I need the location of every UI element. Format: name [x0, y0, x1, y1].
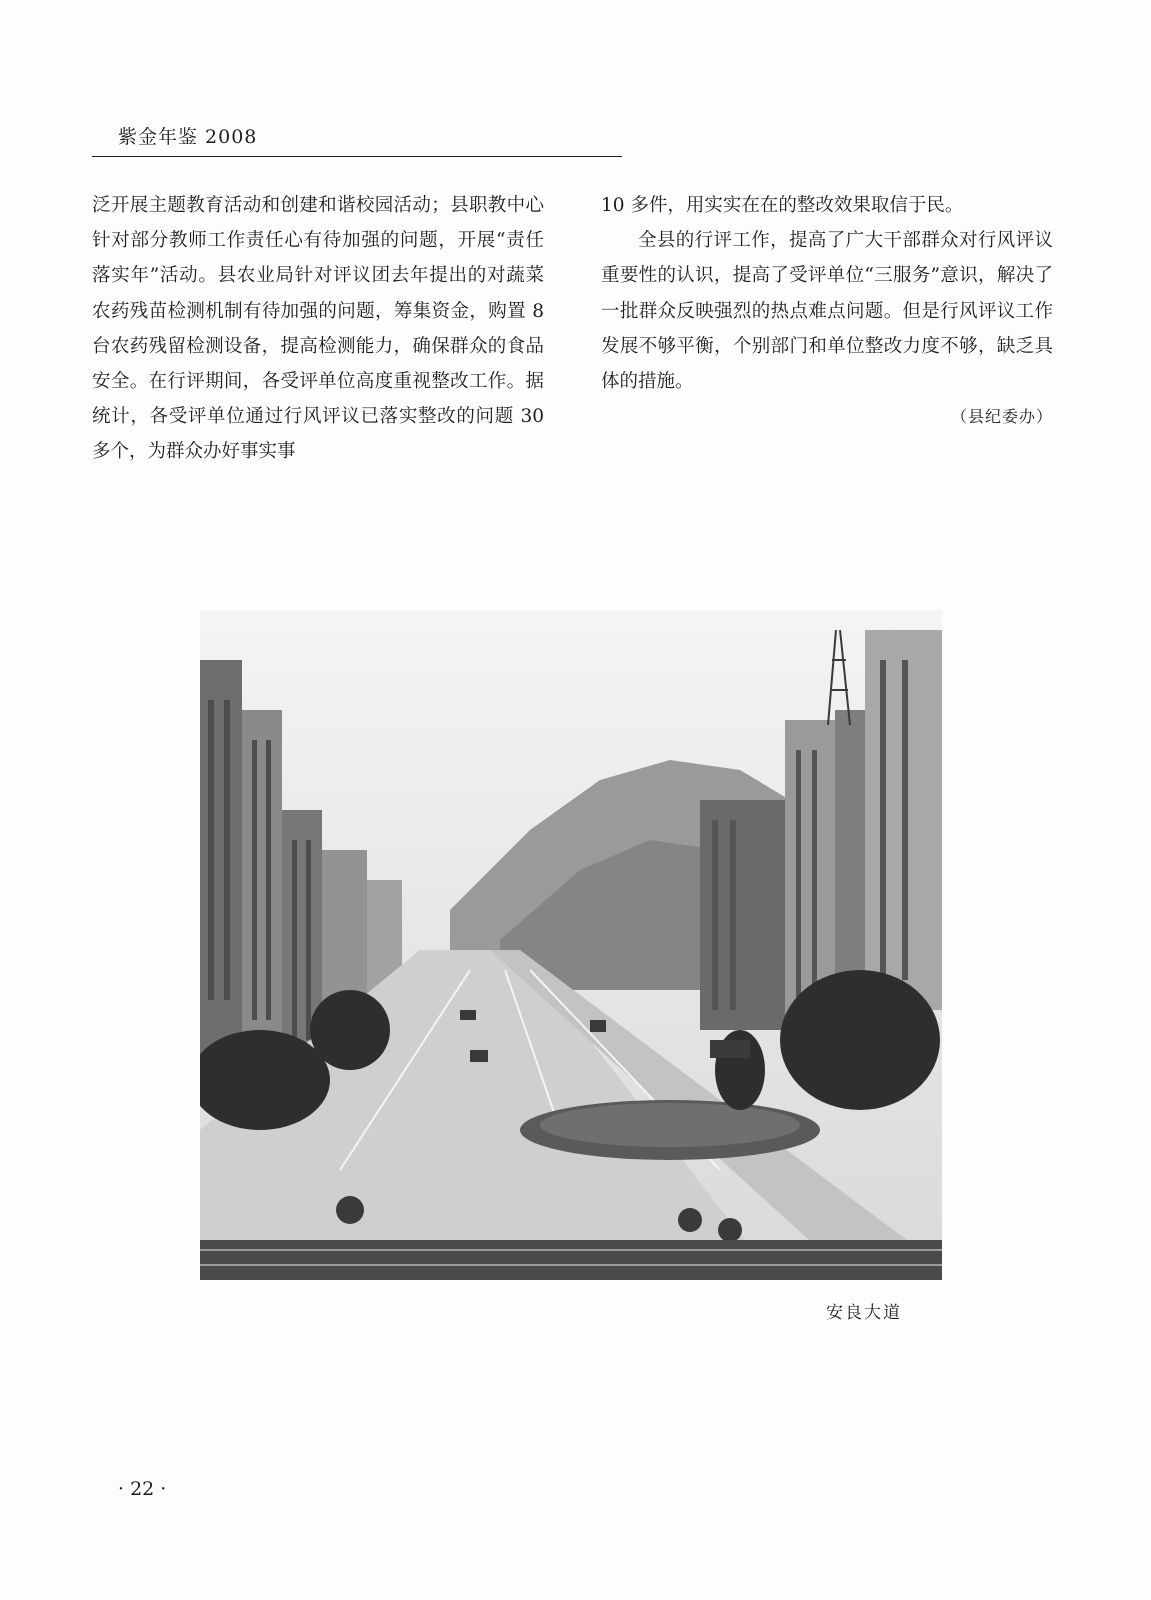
running-header-title: 紫金年鉴 2008 — [118, 126, 258, 148]
photo-caption: 安良大道 — [826, 1303, 902, 1323]
left-column — [92, 188, 544, 470]
article-source: （县纪委办） — [950, 407, 1053, 427]
header-rule — [92, 156, 622, 157]
right-column — [601, 188, 1053, 434]
left-column-text: 泛开展主题教育活动和创建和谐校园活动；县职教中心针对部分教师工作责任心有待加强的问题，开展“责任落实年”活动。县农业局针对评议团去年提出的对蔬菜农药残苗检测机制有待加强的问题，筹集资金，购置 8 台农药残留检测设备，提高检测能力，确保群众的食品安全。在行评期间，各受评单位高度重视整改工作。据统计，各受评单位通过行风评议已落实整改的问题 30 多个，为群众办好事实事 — [92, 195, 544, 463]
right-column-continuation: 10 多件，用实实在在的整改效果取信于民。 — [601, 195, 964, 216]
right-column-paragraph: 全县的行评工作，提高了广大干部群众对行风评议重要性的认识，提高了受评单位“三服务”意识，解决了一批群众反映强烈的热点难点问题。但是行风评议工作发展不够平衡，个别部门和单位整改力度不够，缺乏具体的措施。 — [601, 230, 1053, 393]
street-photo — [200, 610, 942, 1280]
page-number: · 22 · — [118, 1478, 167, 1500]
